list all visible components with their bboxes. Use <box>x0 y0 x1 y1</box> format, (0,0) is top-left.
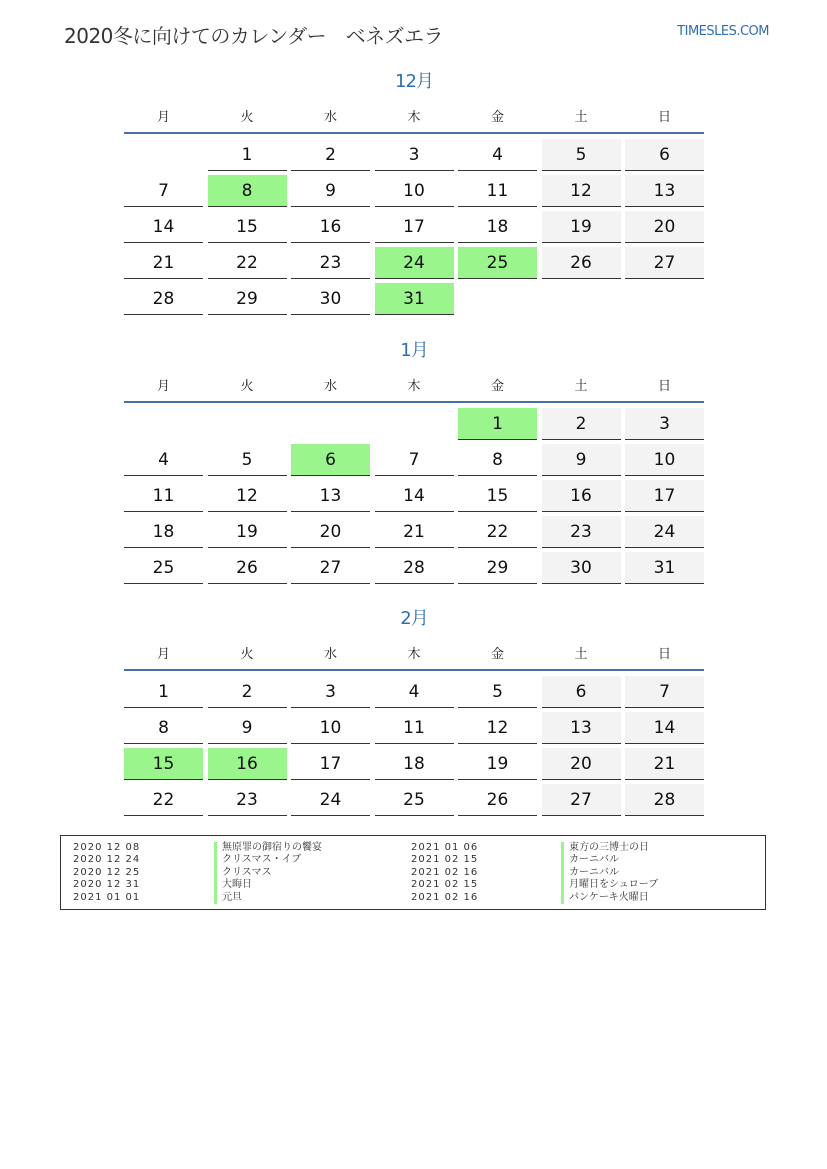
week-row <box>124 444 704 480</box>
weekday-label: 月 <box>156 109 170 125</box>
day-cell: 22 <box>458 516 537 548</box>
holiday-day-cell: 25 <box>458 247 537 279</box>
day-cell: 17 <box>375 211 454 243</box>
day-cell: 7 <box>375 444 454 476</box>
weekday-label: 火 <box>240 646 254 662</box>
holiday-date: 2020 12 08 <box>73 842 141 853</box>
day-cell: 19 <box>208 516 287 548</box>
day-cell: 16 <box>291 211 370 243</box>
day-cell: 4 <box>375 676 454 708</box>
holiday-date: 2020 12 31 <box>73 879 141 891</box>
day-cell: 1 <box>124 676 203 708</box>
day-cell: 20 <box>542 748 621 780</box>
holiday-name: 東方の三博士の日 <box>561 842 658 854</box>
holiday-date: 2020 12 24 <box>73 854 141 866</box>
holiday-date: 2021 02 15 <box>411 879 479 891</box>
holiday-name: カーニバル <box>561 854 658 866</box>
week-row <box>124 676 704 712</box>
empty-day-cell <box>208 408 287 439</box>
empty-day-cell <box>291 408 370 439</box>
day-cell: 10 <box>291 712 370 744</box>
day-cell: 23 <box>291 247 370 279</box>
day-cell: 27 <box>625 247 704 279</box>
holiday-date: 2021 01 06 <box>411 842 479 853</box>
holiday-name: 月曜日をシュローブ <box>561 879 658 891</box>
day-cell: 21 <box>124 247 203 279</box>
day-cell: 9 <box>291 175 370 207</box>
week-row <box>124 552 704 588</box>
day-cell: 22 <box>208 247 287 279</box>
day-cell: 4 <box>124 444 203 476</box>
holiday-name: 大晦日 <box>214 879 322 891</box>
day-cell: 25 <box>375 784 454 816</box>
day-cell: 11 <box>458 175 537 207</box>
day-cell: 14 <box>625 712 704 744</box>
holiday-day-cell: 15 <box>124 748 203 780</box>
day-cell: 2 <box>208 676 287 708</box>
holiday-legend <box>60 835 766 910</box>
day-cell: 9 <box>542 444 621 476</box>
holiday-day-cell: 6 <box>291 444 370 476</box>
day-cell: 13 <box>625 175 704 207</box>
week-row <box>124 408 704 444</box>
day-cell: 11 <box>124 480 203 512</box>
day-cell: 14 <box>124 211 203 243</box>
week-row <box>124 712 704 748</box>
day-cell: 9 <box>208 712 287 744</box>
holiday-day-cell: 31 <box>375 283 454 315</box>
weekday-label: 日 <box>657 646 671 662</box>
weekday-label: 土 <box>574 646 588 662</box>
legend-left-dates <box>73 842 140 904</box>
header-divider <box>124 132 704 134</box>
holiday-name: クリスマス・イブ <box>214 854 322 866</box>
weekday-label: 日 <box>657 109 671 125</box>
holiday-day-cell: 24 <box>375 247 454 279</box>
day-cell: 20 <box>625 211 704 243</box>
holiday-name: 無原罪の御宿りの饗宴 <box>214 842 322 854</box>
day-cell: 15 <box>208 211 287 243</box>
day-cell: 10 <box>625 444 704 476</box>
day-cell: 23 <box>208 784 287 816</box>
empty-day-cell <box>542 283 621 314</box>
day-cell: 21 <box>375 516 454 548</box>
day-cell: 6 <box>625 139 704 171</box>
week-row <box>124 784 704 820</box>
holiday-name: 元旦 <box>214 892 322 904</box>
day-cell: 30 <box>542 552 621 584</box>
day-cell: 26 <box>208 552 287 584</box>
holiday-name: パンケーキ火曜日 <box>561 892 658 904</box>
header-divider <box>124 669 704 671</box>
weekday-label: 火 <box>240 378 254 394</box>
weekday-label: 木 <box>407 646 421 662</box>
day-cell: 28 <box>124 283 203 315</box>
day-cell: 10 <box>375 175 454 207</box>
day-cell: 28 <box>625 784 704 816</box>
weekday-label: 金 <box>490 109 504 125</box>
weekday-label: 木 <box>407 378 421 394</box>
day-cell: 12 <box>208 480 287 512</box>
day-cell: 12 <box>542 175 621 207</box>
empty-day-cell <box>124 139 203 170</box>
weekday-label: 水 <box>323 378 337 394</box>
day-cell: 5 <box>208 444 287 476</box>
day-cell: 18 <box>458 211 537 243</box>
day-cell: 18 <box>375 748 454 780</box>
day-cell: 24 <box>291 784 370 816</box>
day-cell: 2 <box>542 408 621 440</box>
weekday-label: 火 <box>240 109 254 125</box>
weekday-label: 水 <box>323 646 337 662</box>
day-cell: 7 <box>625 676 704 708</box>
day-cell: 15 <box>458 480 537 512</box>
holiday-name: クリスマス <box>214 867 322 879</box>
day-cell: 17 <box>625 480 704 512</box>
day-cell: 5 <box>542 139 621 171</box>
weekday-header <box>124 369 704 399</box>
day-cell: 21 <box>625 748 704 780</box>
month-title: 2月 <box>400 608 428 629</box>
month-title: 1月 <box>400 340 428 361</box>
week-row <box>124 748 704 784</box>
day-cell: 18 <box>124 516 203 548</box>
month-block <box>124 68 704 319</box>
day-cell: 25 <box>124 552 203 584</box>
header-divider <box>124 401 704 403</box>
month-block <box>124 337 704 588</box>
week-row <box>124 175 704 211</box>
day-cell: 6 <box>542 676 621 708</box>
weekday-label: 金 <box>490 646 504 662</box>
day-cell: 27 <box>542 784 621 816</box>
day-cell: 4 <box>458 139 537 171</box>
legend-left-names <box>214 842 322 904</box>
weekday-header <box>124 100 704 130</box>
weekday-label: 木 <box>407 109 421 125</box>
day-cell: 20 <box>291 516 370 548</box>
week-row <box>124 211 704 247</box>
brand-link[interactable]: TIMESLES.COM <box>677 24 769 39</box>
holiday-day-cell: 8 <box>208 175 287 207</box>
weekday-label: 日 <box>657 378 671 394</box>
day-cell: 1 <box>208 139 287 171</box>
day-cell: 26 <box>458 784 537 816</box>
holiday-day-cell: 16 <box>208 748 287 780</box>
holiday-date: 2021 02 16 <box>411 891 479 903</box>
day-cell: 5 <box>458 676 537 708</box>
weekday-label: 水 <box>323 109 337 125</box>
day-cell: 29 <box>458 552 537 584</box>
day-cell: 19 <box>542 211 621 243</box>
day-cell: 31 <box>625 552 704 584</box>
empty-day-cell <box>625 283 704 314</box>
weekday-label: 土 <box>574 378 588 394</box>
day-cell: 17 <box>291 748 370 780</box>
day-cell: 13 <box>291 480 370 512</box>
week-row <box>124 516 704 552</box>
weekday-label: 月 <box>156 646 170 662</box>
day-cell: 27 <box>291 552 370 584</box>
day-cell: 29 <box>208 283 287 315</box>
day-cell: 3 <box>375 139 454 171</box>
day-cell: 14 <box>375 480 454 512</box>
week-row <box>124 247 704 283</box>
day-cell: 2 <box>291 139 370 171</box>
empty-day-cell <box>375 408 454 439</box>
empty-day-cell <box>458 283 537 314</box>
day-cell: 28 <box>375 552 454 584</box>
weekday-label: 月 <box>156 378 170 394</box>
page-title: 2020冬に向けてのカレンダー ベネズエラ <box>64 24 444 48</box>
day-cell: 7 <box>124 175 203 207</box>
day-cell: 30 <box>291 283 370 315</box>
day-cell: 8 <box>458 444 537 476</box>
weekday-label: 金 <box>490 378 504 394</box>
holiday-date: 2020 12 25 <box>73 866 141 878</box>
day-cell: 8 <box>124 712 203 744</box>
day-cell: 23 <box>542 516 621 548</box>
month-title: 12月 <box>395 71 433 92</box>
empty-day-cell <box>124 408 203 439</box>
day-cell: 12 <box>458 712 537 744</box>
weekday-label: 土 <box>574 109 588 125</box>
weekday-header <box>124 637 704 667</box>
legend-right-dates <box>411 842 478 904</box>
day-cell: 13 <box>542 712 621 744</box>
legend-right-names <box>561 842 658 904</box>
week-row <box>124 480 704 516</box>
holiday-date: 2021 02 15 <box>411 854 479 866</box>
week-row <box>124 139 704 175</box>
day-cell: 26 <box>542 247 621 279</box>
day-cell: 3 <box>625 408 704 440</box>
holiday-day-cell: 1 <box>458 408 537 440</box>
month-block <box>124 605 704 820</box>
day-cell: 11 <box>375 712 454 744</box>
week-row <box>124 283 704 319</box>
day-cell: 19 <box>458 748 537 780</box>
holiday-date: 2021 02 16 <box>411 866 479 878</box>
day-cell: 16 <box>542 480 621 512</box>
holiday-date: 2021 01 01 <box>73 891 141 903</box>
day-cell: 3 <box>291 676 370 708</box>
day-cell: 24 <box>625 516 704 548</box>
holiday-name: カーニバル <box>561 867 658 879</box>
day-cell: 22 <box>124 784 203 816</box>
